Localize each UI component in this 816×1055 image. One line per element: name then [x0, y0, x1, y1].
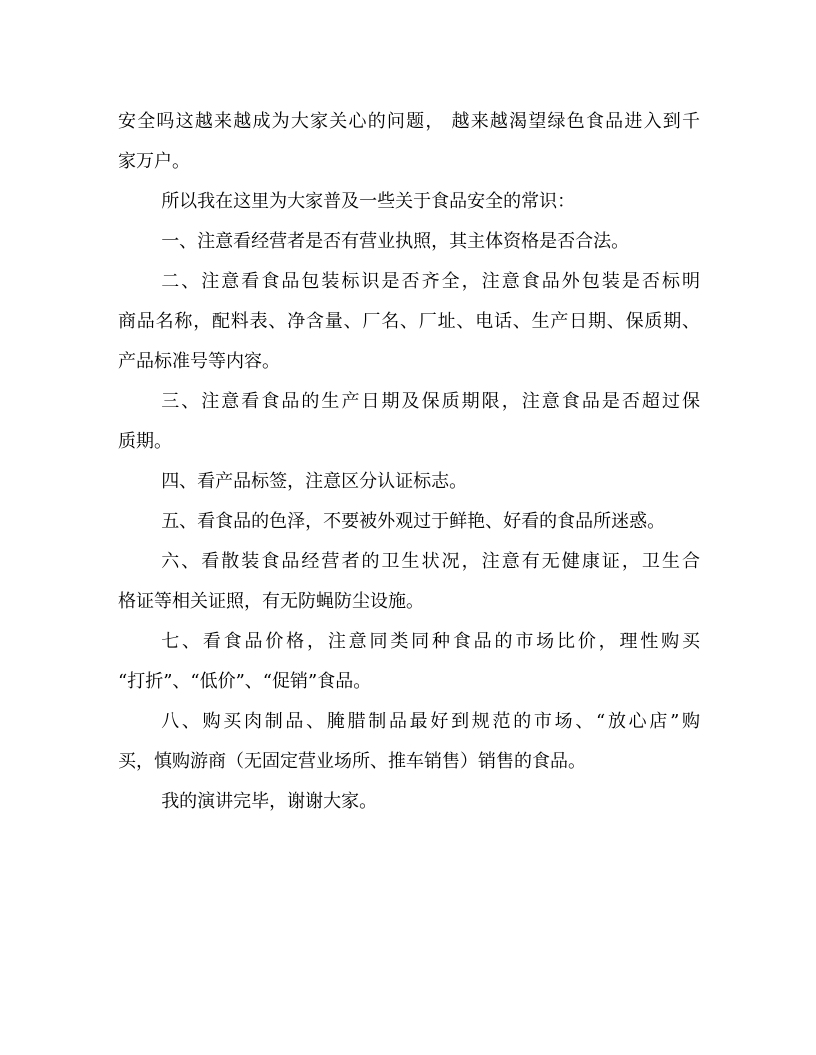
paragraph-item-4 — [118, 462, 700, 502]
paragraph-item-3 — [118, 382, 700, 462]
text-line: 四、看产品标签，注意区分认证标志。 — [161, 471, 468, 492]
text-line: 三、注意看食品的生产日期及保质期限，注意食品是否超过保 — [161, 391, 700, 412]
text-line: 所以我在这里为大家普及一些关于食品安全的常识： — [161, 191, 576, 212]
text-line: 一、注意看经营者是否有营业执照，其主体资格是否合法。 — [161, 231, 630, 252]
paragraph-item-2 — [118, 262, 700, 382]
text-line: 质期。 — [118, 431, 172, 452]
text-line: 安全吗这越来越成为大家关心的问题， 越来越渴望绿色食品进入到千 — [118, 111, 700, 132]
text-line: 二、注意看食品包装标识是否齐全，注意食品外包装是否标明 — [161, 271, 700, 292]
text-line: 产品标准号等内容。 — [118, 351, 280, 372]
paragraph-item-6 — [118, 542, 700, 622]
document-body — [118, 102, 700, 822]
text-line: 商品名称，配料表、净含量、厂名、厂址、电话、生产日期、保质期、 — [118, 311, 700, 332]
text-line: 七、看食品价格，注意同类同种食品的市场比价，理性购买 — [161, 631, 700, 652]
text-line: 五、看食品的色泽，不要被外观过于鲜艳、好看的食品所迷惑。 — [161, 511, 666, 532]
text-line: “打折”、“低价”、“促销”食品。 — [118, 671, 372, 692]
paragraph-item-8 — [118, 702, 700, 782]
paragraph-item-7 — [118, 622, 700, 702]
text-line: 家万户。 — [118, 151, 190, 172]
paragraph-item-5 — [118, 502, 700, 542]
text-line: 买，慎购游商（无固定营业场所、推车销售）销售的食品。 — [118, 751, 586, 772]
text-line: 格证等相关证照，有无防蝇防尘设施。 — [118, 591, 424, 612]
paragraph-closing — [118, 782, 700, 822]
paragraph-intro — [118, 102, 700, 182]
text-line: 六、看散装食品经营者的卫生状况，注意有无健康证，卫生合 — [161, 551, 700, 572]
text-line: 我的演讲完毕，谢谢大家。 — [161, 791, 378, 812]
text-line: 八、购买肉制品、腌腊制品最好到规范的市场、“放心店”购 — [161, 711, 700, 732]
paragraph-item-1 — [118, 222, 700, 262]
paragraph-lead — [118, 182, 700, 222]
